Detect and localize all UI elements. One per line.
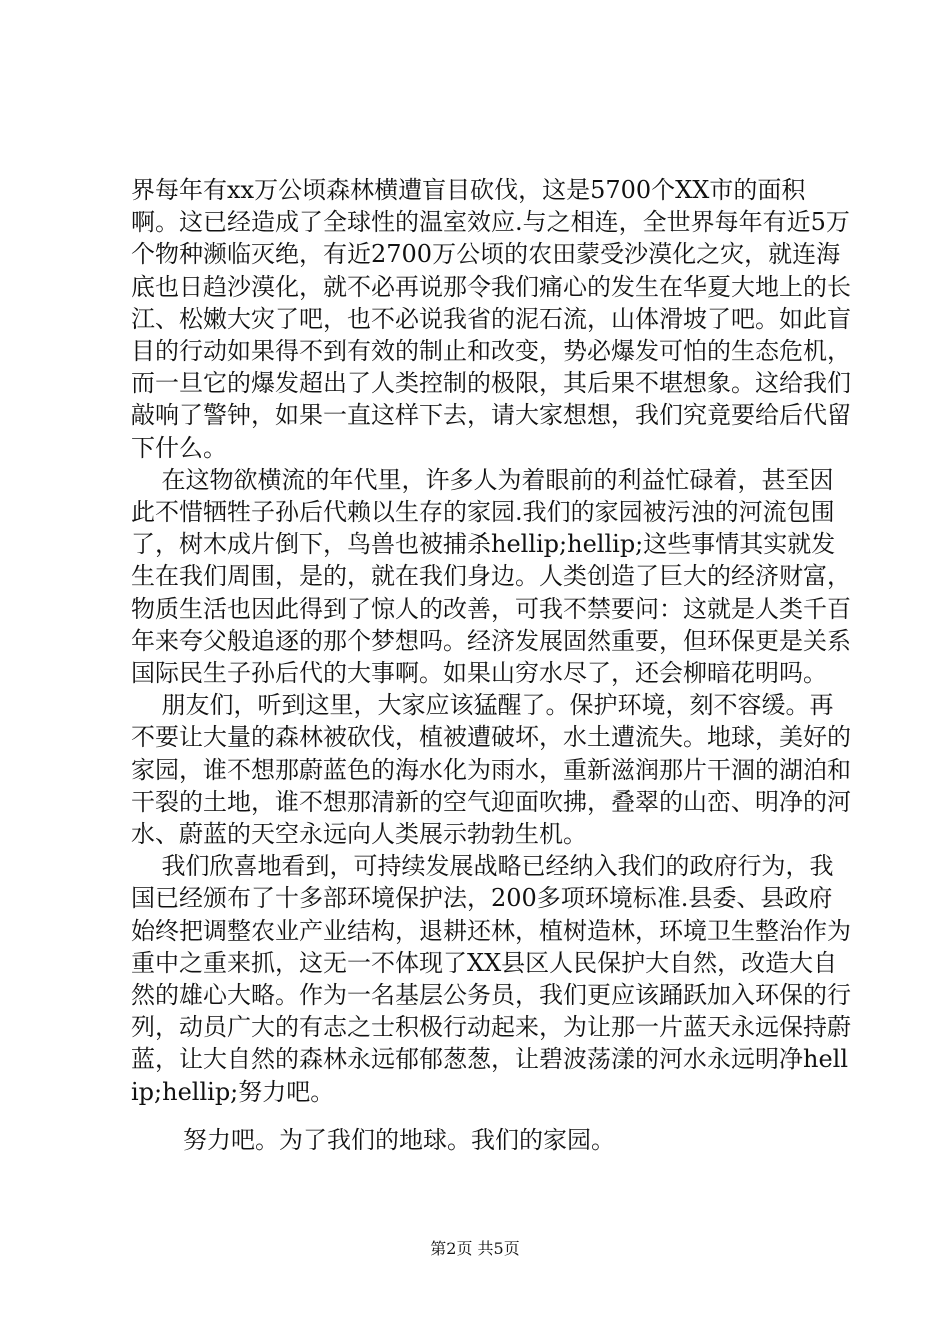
paragraph-1: 界每年有xx万公顷森林横遭盲目砍伐，这是5700个XX市的面积啊。这已经造成了全球性的温室效应.与之相连，全世界每年有近5万个物种濒临灭绝，有近2700万公顷的农田蒙受沙漠化之灾，就连海底也日趋沙漠化，就不必再说那令我们痛心的发生在华夏大地上的长江、松嫩大灾了吧，也不必说我省的泥石流，山体滑坡了吧。如此盲目的行动如果得不到有效的制止和改变，势必爆发可怕的生态危机，而一旦它的爆发超出了人类控制的极限，其后果不堪想象。这给我们敲响了警钟，如果一直这样下去，请大家想想，我们究竟要给后代留下什么。 (131, 176, 851, 462)
document-body (131, 174, 851, 1108)
closing-line: 努力吧。为了我们的地球。我们的家园。 (183, 1126, 615, 1154)
paragraph-4: 我们欣喜地看到，可持续发展战略已经纳入我们的政府行为，我国已经颁布了十多部环境保护法，200多项环境标准.县委、县政府始终把调整农业产业结构，退耕还林，植树造林，环境卫生整治作为重中之重来抓，这无一不体现了XX县区人民保护大自然，改造大自然的雄心大略。作为一名基层公务员，我们更应该踊跃加入环保的行列，动员广大的有志之士积极行动起来，为让那一片蓝天永远保持蔚蓝，让大自然的森林永远郁郁葱葱，让碧波荡漾的河水永远明净hellip;hellip;努力吧。 (131, 852, 851, 1106)
page-footer (0, 1238, 950, 1260)
paragraph-2: 在这物欲横流的年代里，许多人为着眼前的利益忙碌着，甚至因此不惜牺牲子孙后代赖以生存的家园.我们的家园被污浊的河流包围了，树木成片倒下，鸟兽也被捕杀hellip;hellip;这些事情其实就发生在我们周围，是的，就在我们身边。人类创造了巨大的经济财富，物质生活也因此得到了惊人的改善，可我不禁要问：这就是人类千百年来夸父般追逐的那个梦想吗。经济发展固然重要，但环保更是关系国际民生子孙后代的大事啊。如果山穷水尽了，还会柳暗花明吗。 (131, 465, 851, 688)
paragraph-3: 朋友们，听到这里，大家应该猛醒了。保护环境，刻不容缓。再不要让大量的森林被砍伐，植被遭破坏，水土遭流失。地球，美好的家园，谁不想那蔚蓝色的海水化为雨水，重新滋润那片干涸的湖泊和干裂的土地，谁不想那清新的空气迎面吹拂，叠翠的山峦、明净的河水、蔚蓝的天空永远向人类展示勃勃生机。 (131, 691, 851, 849)
page-number: 第2页 共5页 (430, 1239, 520, 1258)
